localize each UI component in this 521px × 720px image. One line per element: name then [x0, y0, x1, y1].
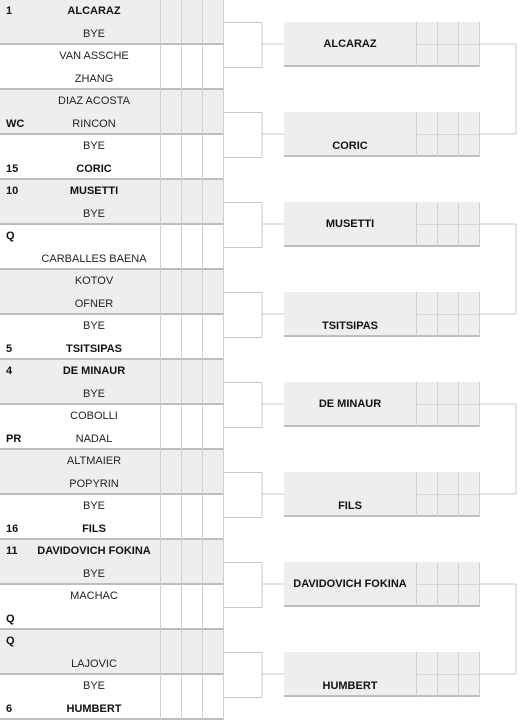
- player-name: RINCON: [72, 117, 116, 130]
- player-name: MUSETTI: [69, 185, 119, 197]
- seed-label: 6: [6, 702, 13, 715]
- round2-player-name: ALCARAZ: [323, 38, 377, 50]
- round2-player-name: FILS: [338, 500, 362, 512]
- player-name: ALCARAZ: [67, 5, 121, 17]
- player-name: BYE: [82, 387, 105, 400]
- player-name: OFNER: [74, 297, 114, 310]
- seed-label: 16: [6, 522, 19, 535]
- seed-label: PR: [6, 432, 22, 445]
- player-name: BYE: [82, 27, 105, 40]
- round2-player-name: DE MINAUR: [318, 398, 382, 410]
- seed-label: 10: [6, 185, 19, 197]
- player-name: BYE: [82, 680, 105, 692]
- player-name: BYE: [82, 140, 105, 152]
- seed-label: 5: [6, 342, 13, 355]
- round2-player-name: TSITSIPAS: [321, 320, 379, 332]
- round2-player-name: DAVIDOVICH FOKINA: [293, 578, 407, 590]
- seed-label: 11: [6, 545, 18, 557]
- seed-label: 1: [6, 5, 13, 17]
- player-name: DE MINAUR: [62, 365, 126, 377]
- player-name: TSITSIPAS: [65, 342, 123, 355]
- player-name: NADAL: [75, 432, 113, 445]
- player-name: POPYRIN: [69, 477, 119, 490]
- player-name: DAVIDOVICH FOKINA: [37, 545, 151, 557]
- player-name: BYE: [82, 500, 105, 512]
- player-name: HUMBERT: [66, 702, 122, 715]
- seed-label: 15: [6, 162, 19, 175]
- player-name: CORIC: [76, 162, 112, 175]
- seed-label: Q: [6, 230, 15, 242]
- seed-label: WC: [6, 117, 25, 130]
- player-name: VAN ASSCHE: [59, 50, 129, 62]
- seed-label: 4: [6, 365, 13, 377]
- round2-player-name: HUMBERT: [322, 680, 378, 692]
- player-name: DIAZ ACOSTA: [58, 95, 130, 107]
- seed-label: Q: [6, 635, 15, 647]
- player-name: LAJOVIC: [71, 657, 117, 670]
- player-name: KOTOV: [74, 275, 114, 287]
- player-name: MACHAC: [70, 590, 118, 602]
- seed-label: Q: [6, 612, 15, 625]
- player-name: BYE: [82, 320, 105, 332]
- player-name: BYE: [82, 207, 105, 220]
- round2-player-name: MUSETTI: [325, 218, 375, 230]
- player-name: CARBALLES BAENA: [41, 252, 147, 265]
- player-name: ALTMAIER: [66, 455, 122, 467]
- player-name: ZHANG: [74, 72, 114, 85]
- round2-player-name: CORIC: [332, 140, 368, 152]
- player-name: FILS: [82, 522, 106, 535]
- player-name: BYE: [82, 567, 105, 580]
- player-name: COBOLLI: [70, 410, 118, 422]
